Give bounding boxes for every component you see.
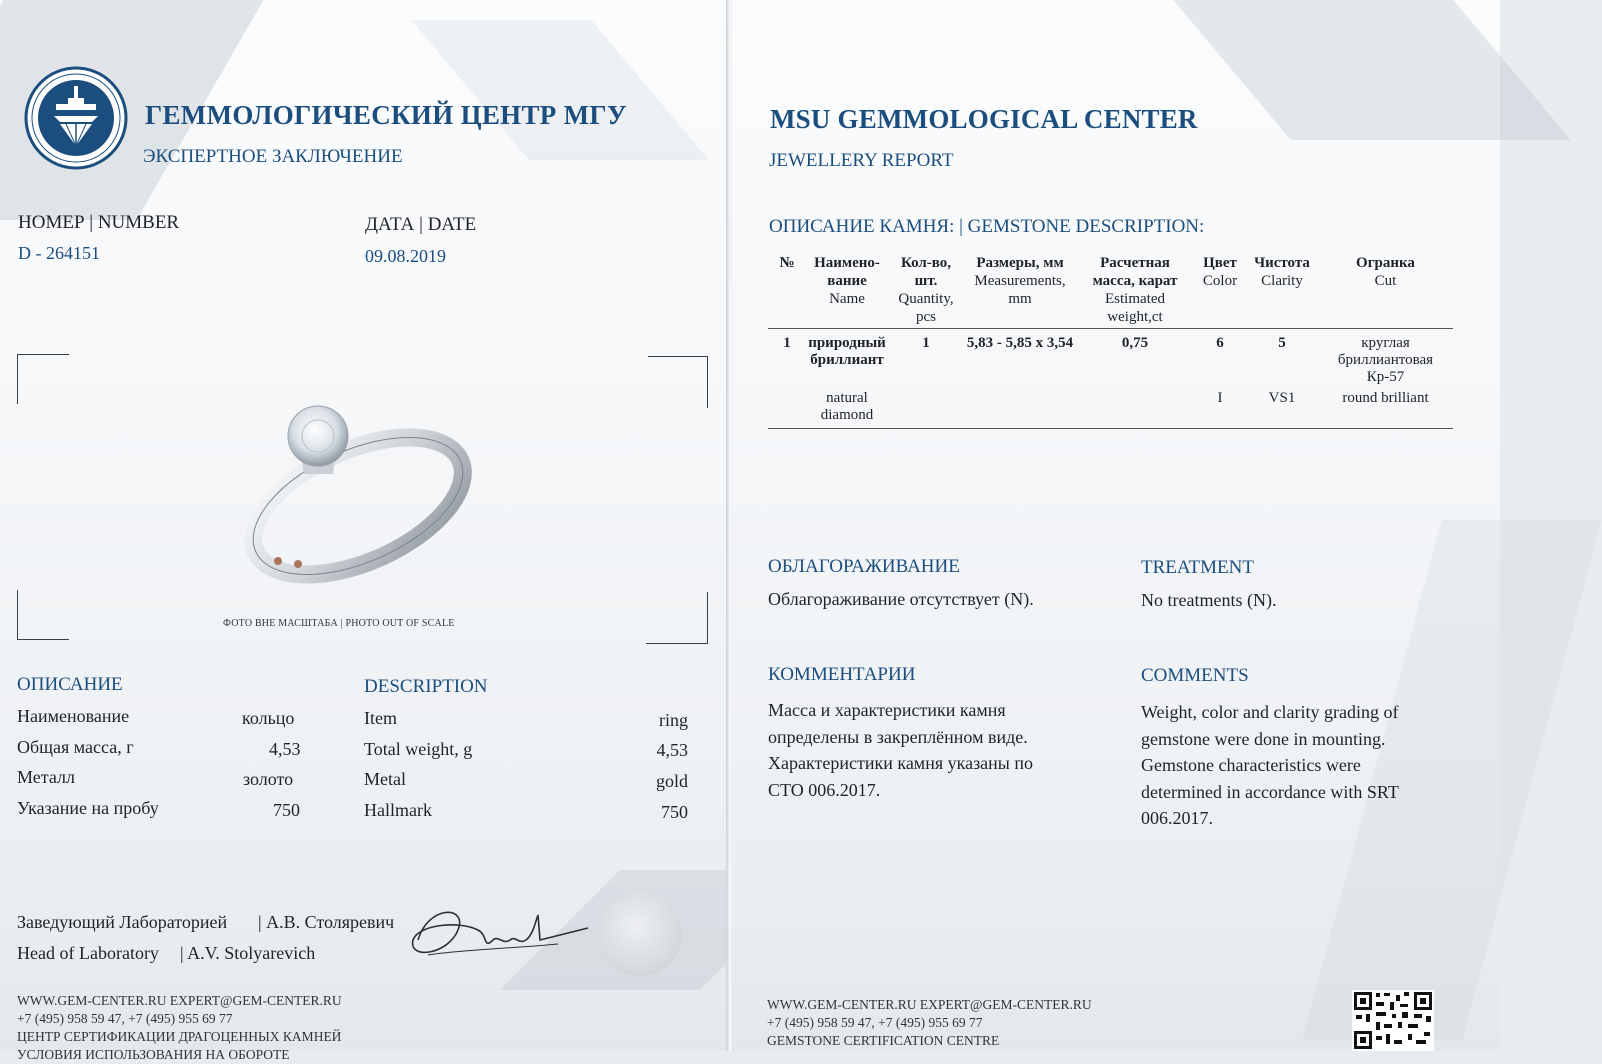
comments-en-text: Weight, color and clarity grading of gemstone were done in mounting. Gemstone characteristics were determined in accordance with SRT 006.2017.	[1141, 702, 1399, 828]
ring-photo	[238, 396, 468, 576]
desc-en-value: 4,53	[656, 740, 688, 760]
right-footer-contacts	[767, 996, 1092, 1050]
col-header: Кол-во, шт. Quantity, pcs	[898, 255, 954, 325]
table-cell	[888, 388, 964, 429]
col-header: Огранка Cut	[1356, 255, 1415, 289]
footer-line: +7 (495) 958 59 47, +7 (495) 955 69 77	[17, 1011, 233, 1026]
table-cell: I	[1217, 390, 1223, 406]
col-header: Расчетная масса, карат Estimated weight,ct	[1092, 255, 1178, 325]
desc-ru-label: Металл	[17, 767, 75, 787]
desc-ru-label: Общая масса, г	[17, 737, 134, 757]
date-value: 09.08.2019	[365, 246, 446, 266]
desc-en-label: Hallmark	[364, 800, 432, 820]
number-label: НОМЕР | NUMBER	[18, 212, 180, 233]
photo-frame-corner	[648, 356, 708, 408]
desc-ru-label: Наименование	[17, 706, 130, 726]
desc-ru-value: 750	[273, 800, 300, 820]
number-value: D - 264151	[18, 243, 100, 263]
treatment-en-heading: TREATMENT	[1141, 557, 1254, 578]
table-cell: natural diamond	[820, 390, 874, 423]
table-cell	[964, 388, 1076, 429]
comments-en-heading: COMMENTS	[1141, 665, 1249, 686]
col-header: Чистота Clarity	[1254, 255, 1310, 289]
photo-frame-corner	[17, 354, 69, 404]
footer-line: WWW.GEM-CENTER.RU EXPERT@GEM-CENTER.RU	[17, 993, 342, 1008]
col-header: №	[779, 255, 795, 271]
table-cell: 0,75	[1121, 335, 1149, 351]
table-cell: 1	[783, 335, 791, 351]
gemstone-heading: ОПИСАНИЕ КАМНЯ: | GEMSTONE DESCRIPTION:	[769, 216, 1205, 237]
photo-note: ФОТО ВНЕ МАСШТАБА | PHOTO OUT OF SCALE	[223, 618, 455, 629]
footer-contacts	[17, 992, 342, 1064]
desc-en-label: Item	[364, 708, 397, 728]
desc-en-value: gold	[655, 771, 688, 791]
comments-ru-text: Масса и характеристики камня определены в закреплённом виде. Характеристики камня указаны по СТО 006.2017.	[768, 700, 1034, 800]
table-cell: 5,83 - 5,85 x 3,54	[966, 335, 1074, 351]
desc-en-label: Metal	[364, 769, 406, 789]
msu-logo-icon	[22, 66, 130, 170]
hologram-seal	[598, 892, 682, 976]
left-subtitle: ЭКСПЕРТНОЕ ЗАКЛЮЧЕНИЕ	[143, 146, 403, 167]
description-ru-heading: ОПИСАНИЕ	[17, 674, 123, 695]
head-en-name: | A.V. Stolyarevich	[180, 943, 316, 963]
signature	[398, 900, 598, 970]
desc-ru-value: 4,53	[269, 739, 301, 759]
qr-code-icon[interactable]	[1352, 990, 1434, 1051]
table-cell: природный бриллиант	[808, 335, 886, 368]
table-cell: 5	[1278, 335, 1286, 351]
col-header: Размеры, мм Measurements, mm	[974, 255, 1066, 307]
gemstone-table	[768, 252, 1453, 429]
desc-en-label: Total weight, g	[364, 739, 473, 759]
comments-ru-heading: КОММЕНТАРИИ	[768, 664, 916, 685]
desc-ru-value: кольцо	[242, 708, 295, 728]
footer-line: ЦЕНТР СЕРТИФИКАЦИИ ДРАГОЦЕННЫХ КАМНЕЙ	[17, 1029, 342, 1044]
col-header: Цвет Color	[1202, 255, 1238, 289]
right-subtitle: JEWELLERY REPORT	[769, 150, 954, 171]
table-cell: 1	[922, 335, 930, 351]
photo-frame-corner	[17, 590, 69, 640]
table-row	[768, 329, 1453, 389]
table-cell: round brilliant	[1342, 390, 1429, 406]
footer-line: УСЛОВИЯ ИСПОЛЬЗОВАНИЯ НА ОБОРОТЕ	[17, 1047, 290, 1062]
desc-en-value: ring	[659, 710, 688, 730]
desc-en-value: 750	[661, 802, 688, 822]
footer-line: +7 (495) 958 59 47, +7 (495) 955 69 77	[767, 1015, 983, 1030]
photo-frame-corner	[646, 592, 708, 644]
table-cell: круглая бриллиантовая Кр-57	[1337, 335, 1434, 385]
head-en-label: Head of Laboratory	[17, 943, 159, 963]
table-cell	[1076, 388, 1194, 429]
desc-ru-value: золото	[243, 769, 294, 789]
treatment-ru-heading: ОБЛАГОРАЖИВАНИЕ	[768, 556, 960, 577]
right-title: MSU GEMMOLOGICAL CENTER	[770, 104, 1198, 134]
table-cell: VS1	[1268, 390, 1296, 406]
footer-line: WWW.GEM-CENTER.RU EXPERT@GEM-CENTER.RU	[767, 997, 1092, 1012]
table-header-row	[768, 252, 1453, 329]
treatment-en-text: No treatments (N).	[1141, 590, 1277, 610]
treatment-ru-text: Облагораживание отсутствует (N).	[768, 589, 1034, 609]
description-en-heading: DESCRIPTION	[364, 676, 488, 697]
footer-line: GEMSTONE CERTIFICATION CENTRE	[767, 1033, 1000, 1048]
table-cell	[768, 388, 806, 429]
date-label: ДАТА | DATE	[365, 214, 477, 235]
desc-ru-label: Указание на пробу	[17, 798, 159, 818]
left-title: ГЕММОЛОГИЧЕСКИЙ ЦЕНТР МГУ	[145, 100, 628, 130]
left-page	[0, 0, 728, 1062]
col-header: Наимено-вание Name	[814, 255, 880, 307]
head-ru-label: Заведующий Лабораторией	[17, 912, 228, 932]
head-ru-name: | А.В. Столяревич	[258, 912, 395, 932]
table-cell: 6	[1216, 335, 1224, 351]
table-row	[768, 388, 1453, 429]
